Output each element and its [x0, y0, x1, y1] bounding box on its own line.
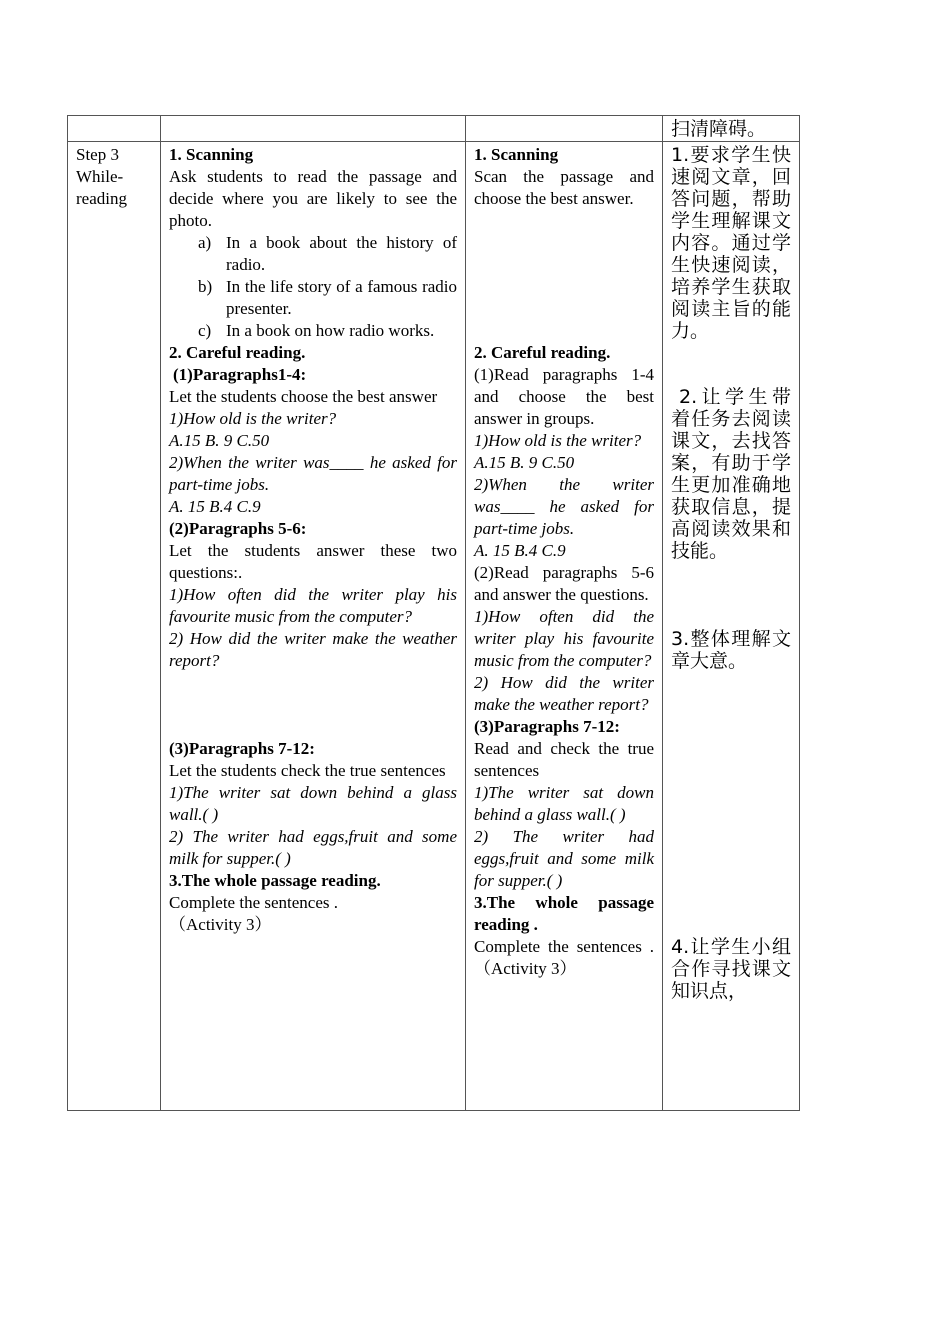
t-whole-text: Complete the sentences .	[169, 893, 339, 912]
top-cell-step	[68, 116, 161, 142]
top-cell-purpose	[663, 116, 800, 142]
purpose-note-2: 2.让学生带着任务去阅读课文，去找答案，有助于学生更加准确地获取信息，提高阅读效果和技能。	[671, 386, 791, 562]
t-option-a-text: In a book about the history of radio.	[226, 233, 457, 274]
purpose-note-3: 3.整体理解文章大意。	[671, 628, 791, 672]
s-whole-title: 3.The whole passage reading .	[474, 893, 654, 934]
s-p1-a1: A.15 B. 9 C.50	[474, 453, 575, 472]
s-p3-q1: 1)The writer sat down behind a glass wall.( )	[474, 783, 654, 824]
student-activity-cell	[466, 142, 663, 1111]
purpose-note-4: 4.让学生小组合作寻找课文知识点，	[671, 936, 791, 1002]
top-cell-teacher	[161, 116, 466, 142]
t-option-c	[169, 320, 457, 342]
s-spacer	[474, 210, 654, 342]
t-p1-q1: 1)How old is the writer?	[169, 409, 337, 428]
t-p1-text: Let the students choose the best answer	[169, 387, 438, 406]
t-p3-title: (3)Paragraphs 7-12:	[169, 739, 315, 758]
t-option-c-label: c)	[198, 321, 212, 340]
step-line-2: While-	[76, 167, 124, 186]
t-option-b-text: In the life story of a famous radio presenter.	[226, 277, 457, 318]
t-careful-title: 2. Careful reading.	[169, 343, 306, 362]
t-option-a-label: a)	[198, 233, 212, 252]
t-p2-text: Let the students answer these two questions:.	[169, 541, 457, 582]
t-spacer	[169, 672, 457, 738]
s-p2-text: (2)Read paragraphs 5-6 and answer the questions.	[474, 563, 654, 604]
s-scanning-title: 1. Scanning	[474, 145, 559, 164]
t-p2-q2: 2) How did the writer make the weather report?	[169, 629, 457, 670]
purpose-note-1: 1.要求学生快速阅文章，回答问题，帮助学生理解课文内容。通过学生快速阅读，培养学生获取阅读主旨的能力。	[671, 144, 791, 342]
s-p3-q2: 2) The writer had eggs,fruit and some milk for supper.( )	[474, 827, 654, 890]
s-p1-q1: 1)How old is the writer?	[474, 431, 642, 450]
purpose-spacer-3	[671, 672, 791, 936]
top-purpose-note: 扫清障碍。	[671, 118, 767, 140]
t-option-b-label: b)	[198, 277, 213, 296]
s-p1-text: (1)Read paragraphs 1-4 and choose the best answer in groups.	[474, 365, 654, 428]
t-p1-a1: A.15 B. 9 C.50	[169, 431, 270, 450]
table-row-while-reading	[68, 142, 800, 1111]
t-p3-text: Let the students check the true sentences	[169, 761, 446, 780]
t-option-a	[169, 232, 457, 276]
purpose-spacer-2	[671, 562, 791, 628]
t-p2-q1: 1)How often did the writer play his favourite music from the computer?	[169, 585, 457, 626]
s-p3-title: (3)Paragraphs 7-12:	[474, 717, 620, 736]
s-p1-a2: A. 15 B.4 C.9	[474, 541, 566, 560]
lesson-plan-table	[67, 115, 800, 1111]
t-whole-activity: （Activity 3）	[169, 915, 272, 934]
t-option-b	[169, 276, 457, 320]
purpose-cell	[663, 142, 800, 1111]
s-p2-q2: 2) How did the writer make the weather report?	[474, 673, 654, 714]
t-p1-title: (1)Paragraphs1-4:	[173, 365, 307, 384]
s-p2-q1: 1)How often did the writer play his favourite music from the computer?	[474, 607, 654, 670]
t-p2-title: (2)Paragraphs 5-6:	[169, 519, 307, 538]
step-line-1: Step 3	[76, 145, 119, 164]
t-p1-a2: A. 15 B.4 C.9	[169, 497, 261, 516]
s-p1-q2: 2)When the writer was____ he asked for part-time jobs.	[474, 475, 654, 538]
s-careful-title: 2. Careful reading.	[474, 343, 611, 362]
top-cell-student	[466, 116, 663, 142]
s-p3-text: Read and check the true sentences	[474, 739, 654, 780]
teacher-activity-cell	[161, 142, 466, 1111]
s-whole-text: Complete the sentences .（Activity 3）	[474, 937, 654, 978]
t-whole-title: 3.The whole passage reading.	[169, 871, 381, 890]
t-option-c-text: In a book on how radio works.	[226, 321, 435, 340]
t-scanning-text: Ask students to read the passage and decide where you are likely to see the photo.	[169, 167, 457, 230]
table-row-top	[68, 116, 800, 142]
s-scanning-text: Scan the passage and choose the best answer.	[474, 167, 654, 208]
t-p3-q2: 2) The writer had eggs,fruit and some milk for supper.( )	[169, 827, 457, 868]
step-cell	[68, 142, 161, 1111]
purpose-spacer-1	[671, 342, 791, 386]
t-scanning-title: 1. Scanning	[169, 145, 254, 164]
t-p3-q1: 1)The writer sat down behind a glass wall.( )	[169, 783, 457, 824]
step-line-3: reading	[76, 189, 127, 208]
t-p1-q2: 2)When the writer was____ he asked for part-time jobs.	[169, 453, 457, 494]
